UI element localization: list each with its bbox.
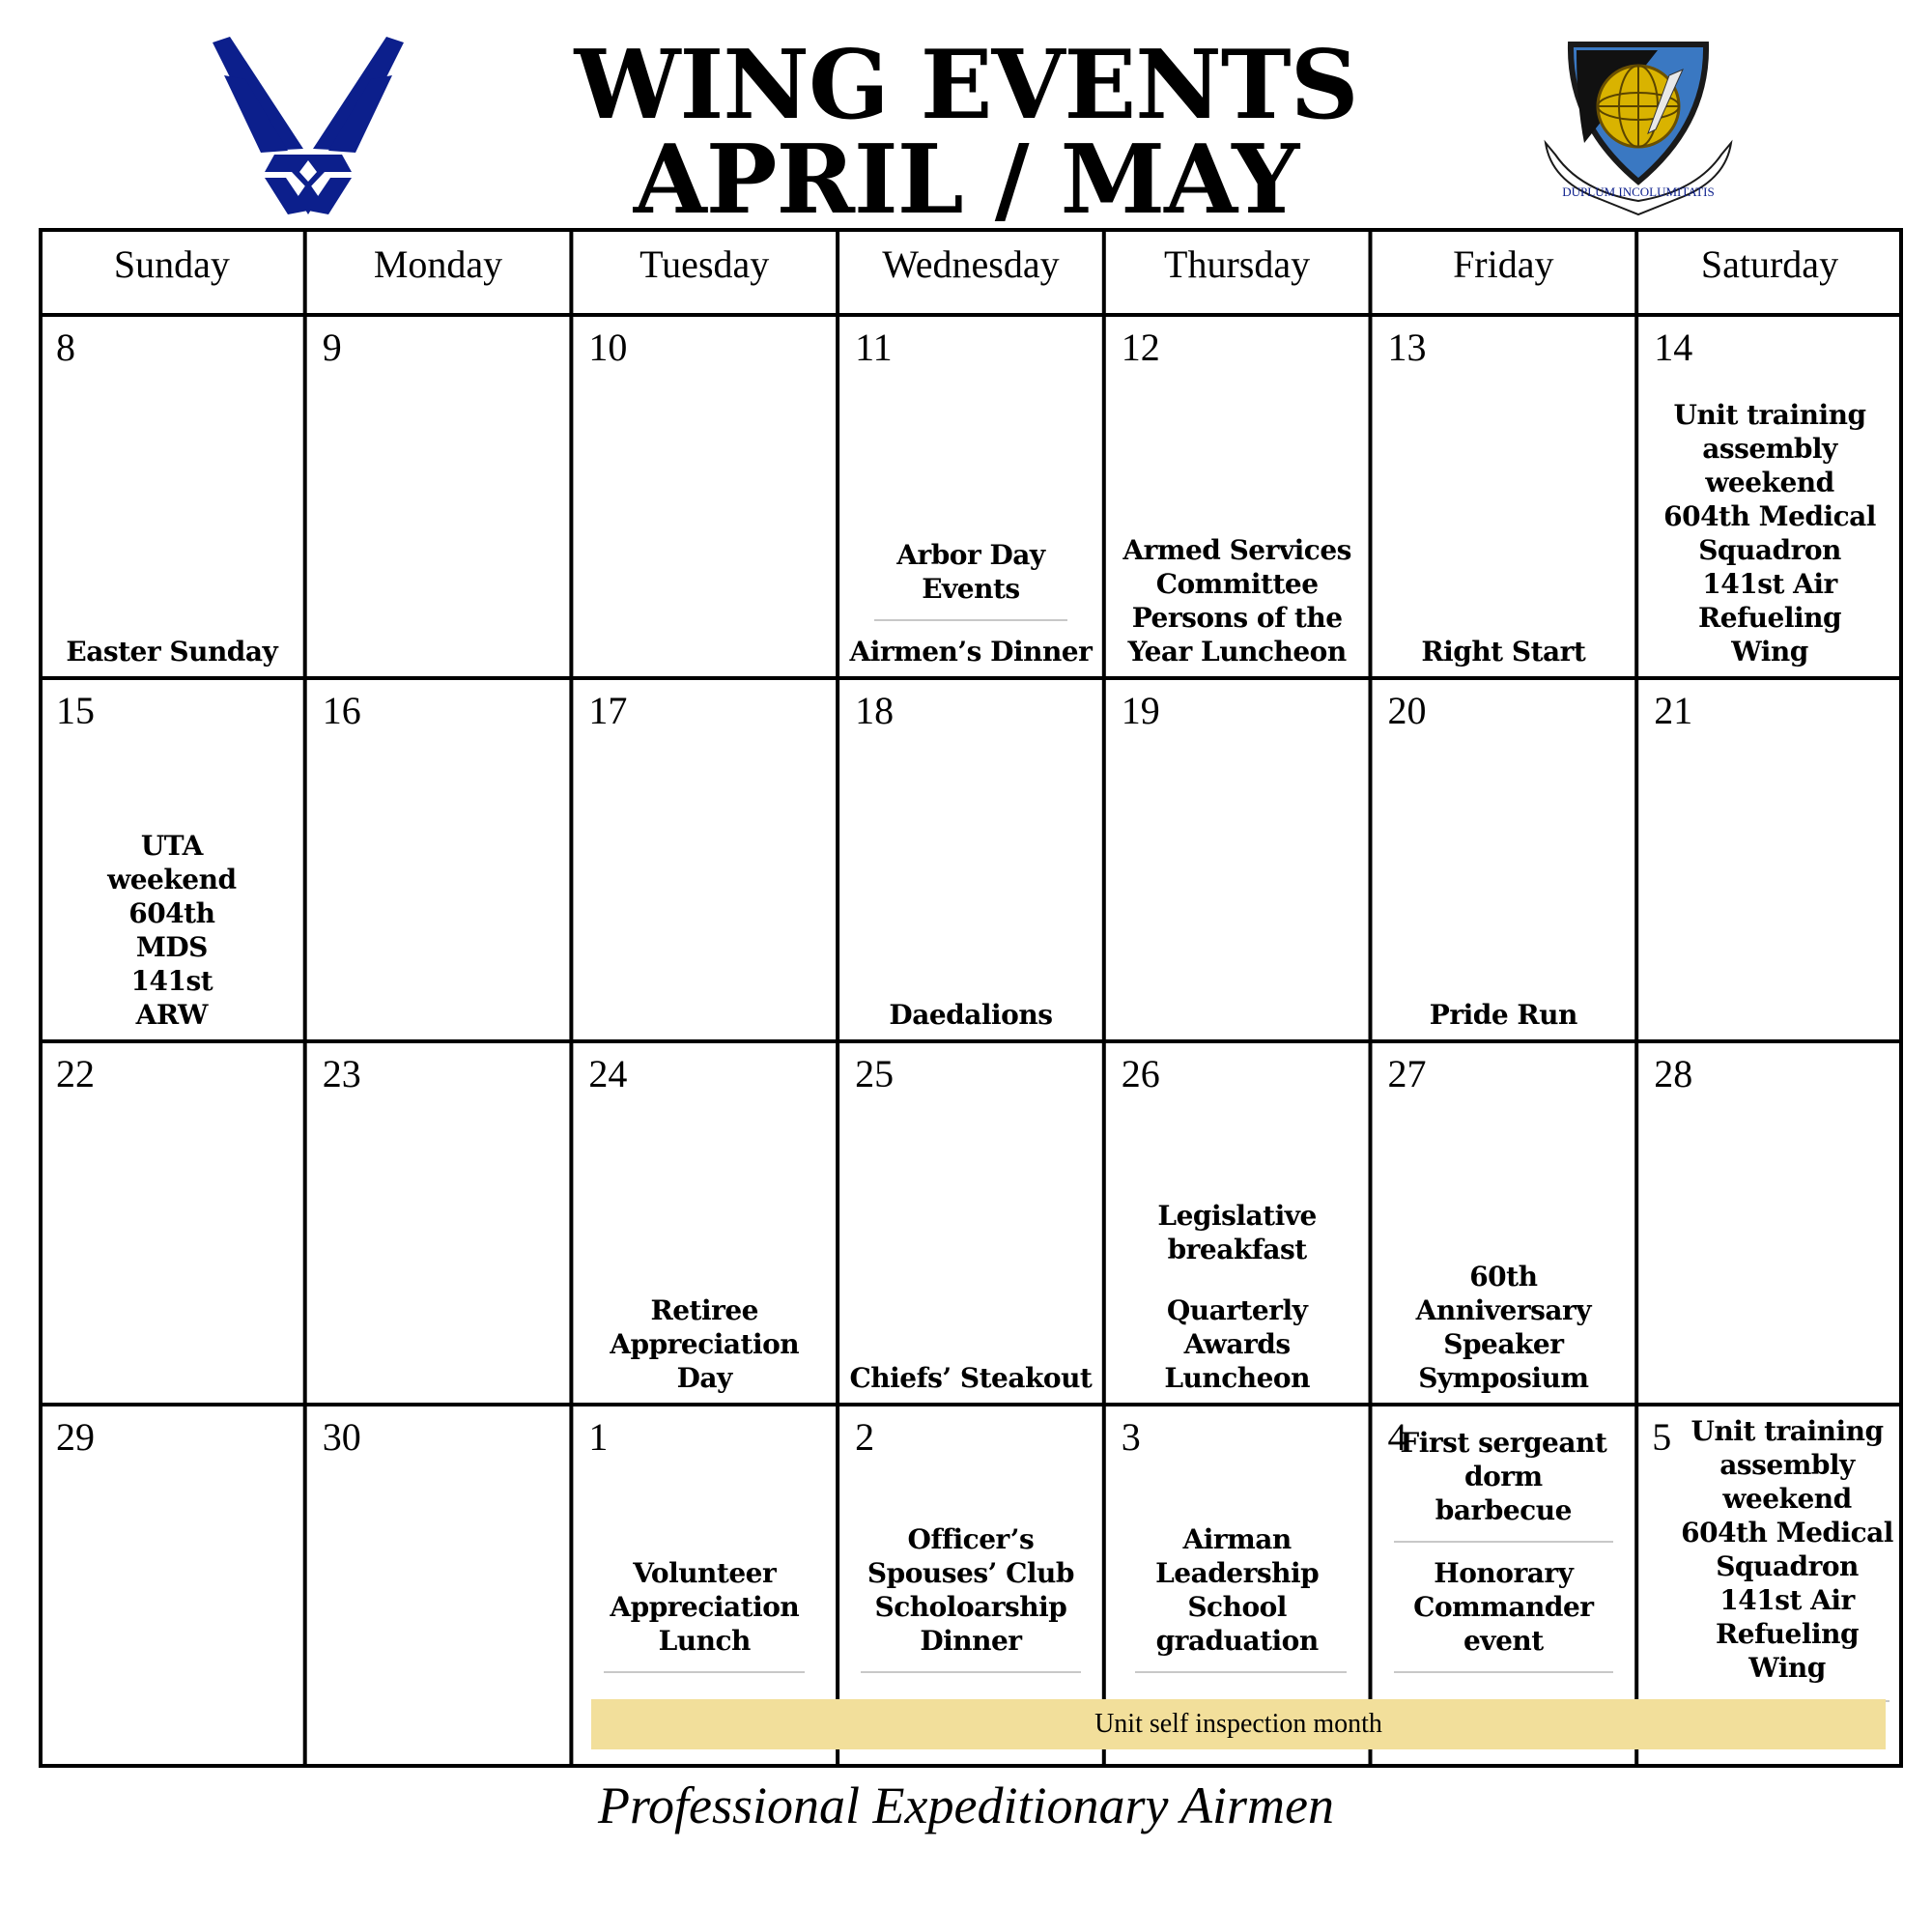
day-events [610,1556,799,1673]
day-number: 22 [56,1052,95,1095]
day-cell [39,678,305,1041]
day-number: 26 [1121,1052,1160,1095]
title-line-1: WING EVENTS [574,30,1358,141]
event-separator [1135,1671,1348,1673]
day-number: 14 [1654,326,1693,369]
day-number: 8 [56,326,75,369]
day-number: 2 [855,1415,875,1459]
day-number: 9 [322,326,342,369]
day-cell [1104,315,1371,678]
event-separator [1394,1671,1614,1673]
event: Officer’s Spouses’ Club Scholoarship Dinner [867,1523,1074,1657]
day-number: 15 [56,689,95,732]
event: Chiefs’ Steakout [849,1362,1093,1394]
day-number: 30 [322,1415,361,1459]
day-events [1675,1414,1899,1702]
day-cell [305,1041,572,1405]
day-number: 12 [1121,326,1160,369]
day-events [1112,1522,1363,1673]
day-events [1118,533,1357,668]
weekday-friday: Friday [1453,242,1554,286]
event: First sergeant dorm barbecue [1400,1427,1607,1526]
event: Retiree Appreciation Day [610,1294,800,1394]
event: Airmen’s Dinner [849,636,1093,668]
title-line-2: APRIL / MAY [633,125,1299,236]
day-cell [1104,678,1371,1041]
day-cell [838,1041,1104,1405]
event: Arbor Day Events [896,539,1045,605]
day-cell [838,678,1104,1041]
event: Unit training assembly weekend 604th Medical Squadron 141st Air Refueling Wing [1681,1415,1893,1684]
event: Armed Services Committee Persons of the Year Luncheon [1122,534,1351,668]
day-events [845,538,1096,668]
day-number: 21 [1654,689,1693,732]
day-events [845,1522,1096,1673]
day-number: 4 [1387,1415,1407,1459]
wing-emblem-icon [1542,37,1735,220]
day-cell [1636,678,1903,1041]
day-events [1378,1426,1630,1673]
event-separator [874,619,1067,621]
weekday-thursday: Thursday [1164,242,1311,286]
day-number: 19 [1121,689,1160,732]
day-cell [1371,1041,1637,1405]
day-cell [1636,315,1903,678]
unit-self-inspection-banner: Unit self inspection month [591,1699,1886,1749]
day-cell [39,1405,305,1768]
day-events [106,829,238,1032]
day-number: 16 [322,689,361,732]
day-number: 18 [855,689,895,732]
event: Daedalions [889,999,1053,1031]
weekday-sunday: Sunday [113,242,230,286]
day-cell [571,678,838,1041]
event: Quarterly Awards Luncheon [1164,1294,1310,1394]
day-events [590,1293,818,1395]
event: Legislative breakfast [1157,1200,1317,1265]
day-number: 28 [1654,1052,1693,1095]
day-events [1378,635,1630,668]
day-cell [305,678,572,1041]
day-cell [838,315,1104,678]
weekday-header-row [39,228,1903,315]
day-cell [1371,315,1637,678]
emblem-motto: DUPLUM INCOLUMITATIS [1562,185,1715,199]
day-cell [305,315,572,678]
day-cell [571,315,838,678]
day-number: 1 [588,1415,609,1459]
day-number: 27 [1387,1052,1427,1095]
day-events [1378,998,1630,1032]
weekday-tuesday: Tuesday [639,242,770,286]
day-events [1133,1199,1342,1395]
calendar-grid [39,315,1903,1768]
day-number: 25 [855,1052,895,1095]
air-force-symbol-icon [207,37,410,220]
calendar [39,228,1903,1768]
event: 60th Anniversary Speaker Symposium [1415,1261,1592,1394]
event: Unit training assembly weekend 604th Medical Squadron 141st Air Refueling Wing [1663,399,1876,668]
event: Volunteer Appreciation Lunch [610,1557,800,1657]
day-number: 29 [56,1415,95,1459]
day-events [845,998,1096,1032]
day-number: 3 [1121,1415,1141,1459]
day-events [46,635,298,668]
event-gap [1133,1266,1342,1293]
day-number: 24 [588,1052,628,1095]
event: Honorary Commander event [1413,1557,1594,1657]
event: Airman Leadership School graduation [1155,1523,1320,1657]
page-title [483,30,1449,236]
footer-motto: Professional Expeditionary Airmen [598,1776,1334,1834]
day-number: 20 [1387,689,1427,732]
day-cell [1371,678,1637,1041]
event-separator [1394,1541,1614,1543]
day-cell [305,1405,572,1768]
day-number: 5 [1652,1415,1672,1459]
event-separator [604,1671,805,1673]
event-separator [861,1671,1081,1673]
day-cell [571,1041,838,1405]
day-cell [1104,1041,1371,1405]
day-number: 13 [1387,326,1427,369]
day-events [845,1361,1096,1395]
day-number: 10 [588,326,628,369]
event: Pride Run [1429,999,1577,1031]
day-events [1409,1260,1599,1395]
day-number: 11 [855,326,893,369]
day-number: 17 [588,689,628,732]
weekday-wednesday: Wednesday [882,242,1060,286]
day-cell [1636,1041,1903,1405]
event: Easter Sunday [66,636,278,668]
weekday-saturday: Saturday [1700,242,1839,286]
day-cell [39,1041,305,1405]
day-number: 23 [322,1052,361,1095]
event: Right Start [1421,636,1586,668]
event: UTA weekend 604th MDS 141st ARW [107,830,237,1031]
day-events [1658,398,1882,668]
day-cell [39,315,305,678]
weekday-monday: Monday [373,242,503,286]
